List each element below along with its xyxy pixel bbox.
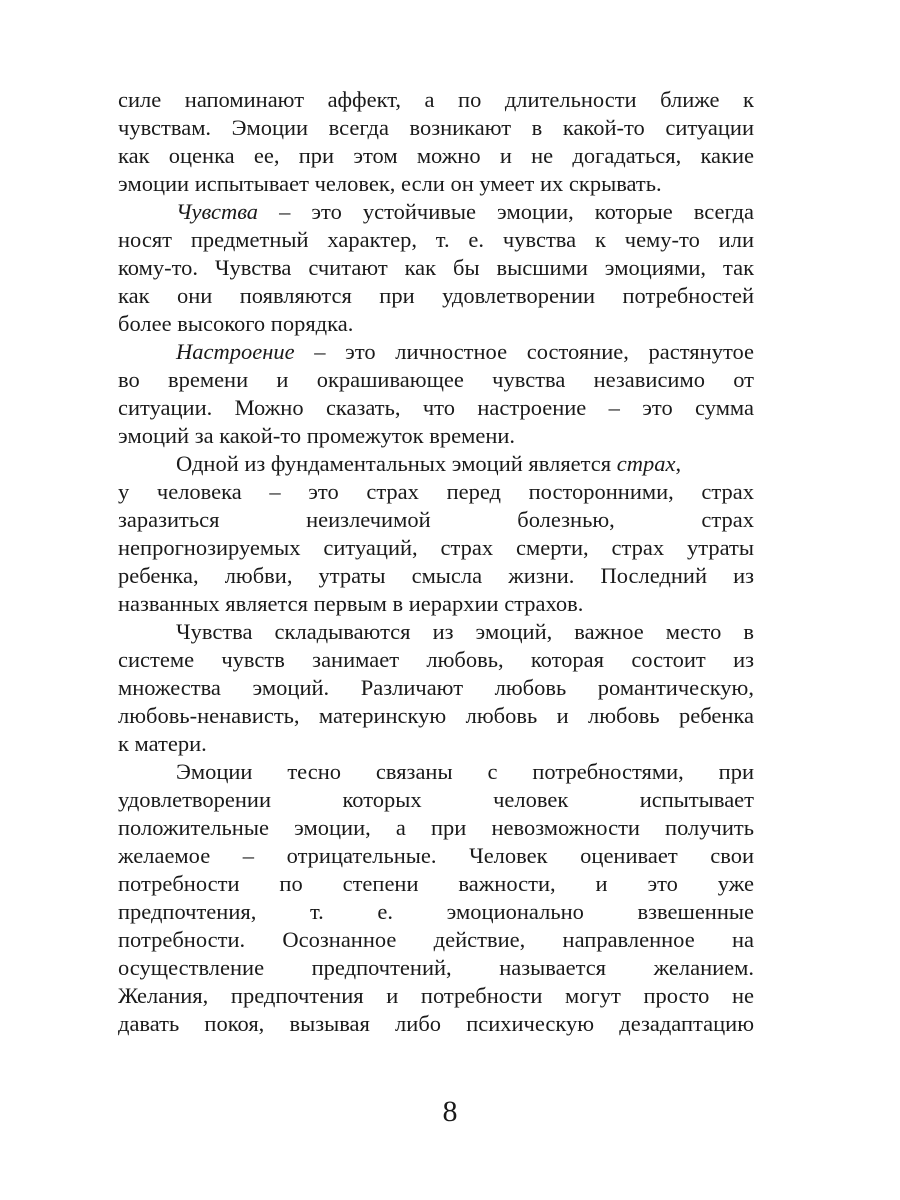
text-line xyxy=(118,338,754,366)
text-line: положительные эмоции, а при невозможности получить xyxy=(118,815,754,840)
text-line: эмоций за какой-то промежуток времени. xyxy=(118,423,516,448)
text-line: системе чувств занимает любовь, которая состоит из xyxy=(118,647,754,672)
text-line: Желания, предпочтения и потребности могут просто не xyxy=(118,983,754,1008)
text-line: Эмоции тесно связаны с потребностями, при xyxy=(176,759,754,784)
text-line: осуществление предпочтений, называется желанием. xyxy=(118,955,754,980)
text-line: заразиться неизлечимой болезнью, страх xyxy=(118,507,754,532)
text-line: множества эмоций. Различают любовь романтическую, xyxy=(118,675,754,700)
text-line: носят предметный характер, т. е. чувства к чему-то или xyxy=(118,227,754,252)
text-line: Чувства складываются из эмоций, важное место в xyxy=(176,619,754,644)
text-line: любовь-ненависть, материнскую любовь и любовь ребенка xyxy=(118,703,754,728)
text-line: более высокого порядка. xyxy=(118,311,354,336)
term-fear: страх xyxy=(616,451,676,476)
term-feelings: Чувства xyxy=(176,199,259,224)
text-line-rest: – это устойчивые эмоции, которые всегда xyxy=(258,199,754,224)
text-line-lead: Одной из фундаментальных эмоций является xyxy=(176,451,617,476)
page-body xyxy=(118,86,754,1038)
text-line-rest: – это личностное состояние, растянутое xyxy=(294,339,754,364)
text-line: силе напоминают аффект, а по длительности ближе к xyxy=(118,87,754,112)
text-line: давать покоя, вызывая либо психическую дезадаптацию xyxy=(118,1011,754,1036)
text-line xyxy=(118,450,754,478)
page-number: 8 xyxy=(442,1095,458,1128)
text-line: желаемое – отрицательные. Человек оценивает свои xyxy=(118,843,754,868)
text-line: предпочтения, т. е. эмоционально взвешенные xyxy=(118,899,754,924)
text-line: эмоции испытывает человек, если он умеет их скрывать. xyxy=(118,171,662,196)
text-line: потребности. Осознанное действие, направленное на xyxy=(118,927,754,952)
text-line: у человека – это страх перед посторонними, страх xyxy=(118,479,754,504)
text-line: названных является первым в иерархии страхов. xyxy=(118,591,584,616)
text-line: ситуации. Можно сказать, что настроение – это сумма xyxy=(118,395,754,420)
text-line: к матери. xyxy=(118,731,207,756)
text-line: чувствам. Эмоции всегда возникают в какой-то ситуации xyxy=(118,115,754,140)
text-line: кому-то. Чувства считают как бы высшими эмоциями, так xyxy=(118,255,754,280)
text-line xyxy=(118,198,754,226)
text-line: как они появляются при удовлетворении потребностей xyxy=(118,283,754,308)
text-line: ребенка, любви, утраты смысла жизни. Последний из xyxy=(118,563,754,588)
term-mood: Настроение xyxy=(176,339,295,364)
text-line-rest: , xyxy=(675,451,682,476)
text-line: как оценка ее, при этом можно и не догадаться, какие xyxy=(118,143,754,168)
text-line: удовлетворении которых человек испытывает xyxy=(118,787,754,812)
text-line: потребности по степени важности, и это уже xyxy=(118,871,754,896)
text-line: во времени и окрашивающее чувства независимо от xyxy=(118,367,754,392)
text-line: непрогнозируемых ситуаций, страх смерти, страх утраты xyxy=(118,535,754,560)
